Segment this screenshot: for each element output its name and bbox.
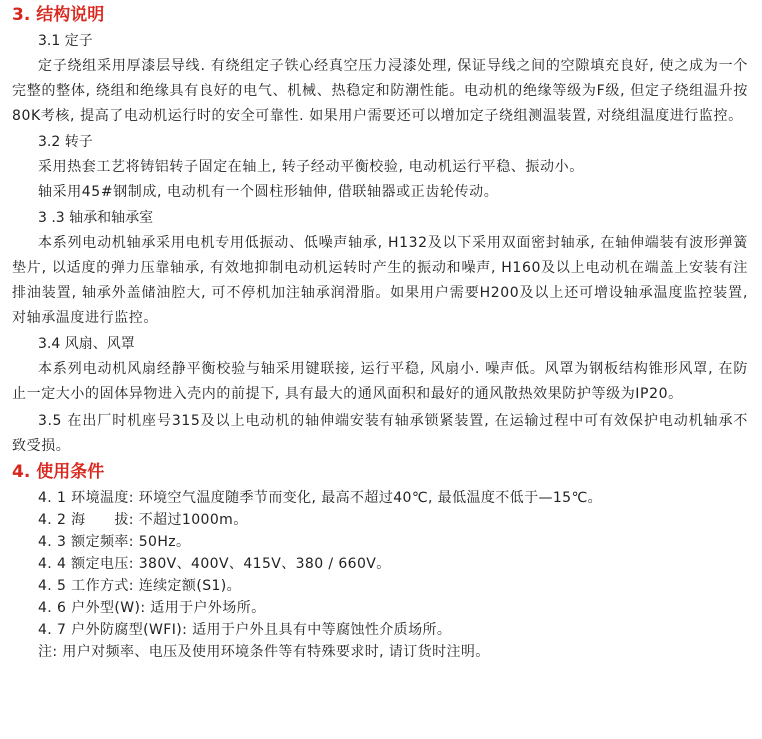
- subsection-3-4-title: 3.4 风扇、风罩: [38, 336, 135, 352]
- rotor-paragraph-2: 轴采用45#钢制成, 电动机有一个圆柱形轴伸, 借联轴器或正齿轮传动。: [38, 184, 499, 200]
- condition-item: 4. 4 额定电压: 380V、400V、415V、380 / 660V。: [38, 556, 391, 572]
- bearing-paragraph: 本系列电动机轴承采用电机专用低振动、低噪声轴承, H132及以下采用双面密封轴承, 在轴伸端装有波形弹簧垫片, 以适度的弹力压靠轴承, 有效地抑制电动机运转时产生的振动和噪声, H160及以上电动机在端盖上安装有注排油装置, 轴承外盖储油腔大, 可不停机加注轴承润滑脂。如果用户需要H200及以上还可增设轴承温度监控装置, 对轴承温度进行监控。: [12, 235, 748, 326]
- subsection-3-1-title: 3.1 定子: [38, 33, 93, 49]
- rotor-paragraph-1: 采用热套工艺将铸铝转子固定在轴上, 转子经动平衡校验, 电动机运行平稳、振动小。: [38, 159, 584, 175]
- subsection-3-3-title: 3 .3 轴承和轴承室: [38, 210, 154, 226]
- subsection-3-2-title: 3.2 转子: [38, 134, 93, 150]
- condition-item: 4. 2 海 拔: 不超过1000m。: [38, 512, 248, 528]
- stator-paragraph: 定子绕组采用厚漆层导线. 有绕组定子铁心经真空压力浸漆处理, 保证导线之间的空隙填充良好, 使之成为一个完整的整体, 绕组和绝缘具有良好的电气、机械、热稳定和防潮性能。电动机的绝缘等级为F级, 但定子绕组温升按80K考核, 提高了电动机运行时的安全可靠性. 如果用户需要还可以增加定子绕组测温装置, 对绕组温度进行监控。: [12, 58, 748, 124]
- condition-item: 4. 6 户外型(W): 适用于户外场所。: [38, 600, 266, 616]
- note-text: 注: 用户对频率、电压及使用环境条件等有特殊要求时, 请订货时注明。: [38, 644, 490, 660]
- condition-item: 4. 5 工作方式: 连续定额(S1)。: [38, 578, 242, 594]
- section-3-title: 3. 结构说明: [12, 5, 105, 25]
- subsection-3-5-paragraph: 3.5 在出厂时机座号315及以上电动机的轴伸端安装有轴承锁紧装置, 在运输过程中可有效保护电动机轴承不致受损。: [12, 413, 748, 454]
- section-4-title: 4. 使用条件: [12, 462, 105, 482]
- condition-item: 4. 3 额定频率: 50Hz。: [38, 534, 191, 550]
- condition-item: 4. 1 环境温度: 环境空气温度随季节而变化, 最高不超过40℃, 最低温度不低于—15℃。: [38, 490, 603, 506]
- fan-paragraph: 本系列电动机风扇经静平衡校验与轴采用键联接, 运行平稳, 风扇小. 噪声低。风罩为钢板结构锥形风罩, 在防止一定大小的固体异物进入壳内的前提下, 具有最大的通风面积和最好的通风散热效果防护等级为IP20。: [12, 361, 748, 402]
- condition-item: 4. 7 户外防腐型(WFI): 适用于户外且具有中等腐蚀性介质场所。: [38, 622, 452, 638]
